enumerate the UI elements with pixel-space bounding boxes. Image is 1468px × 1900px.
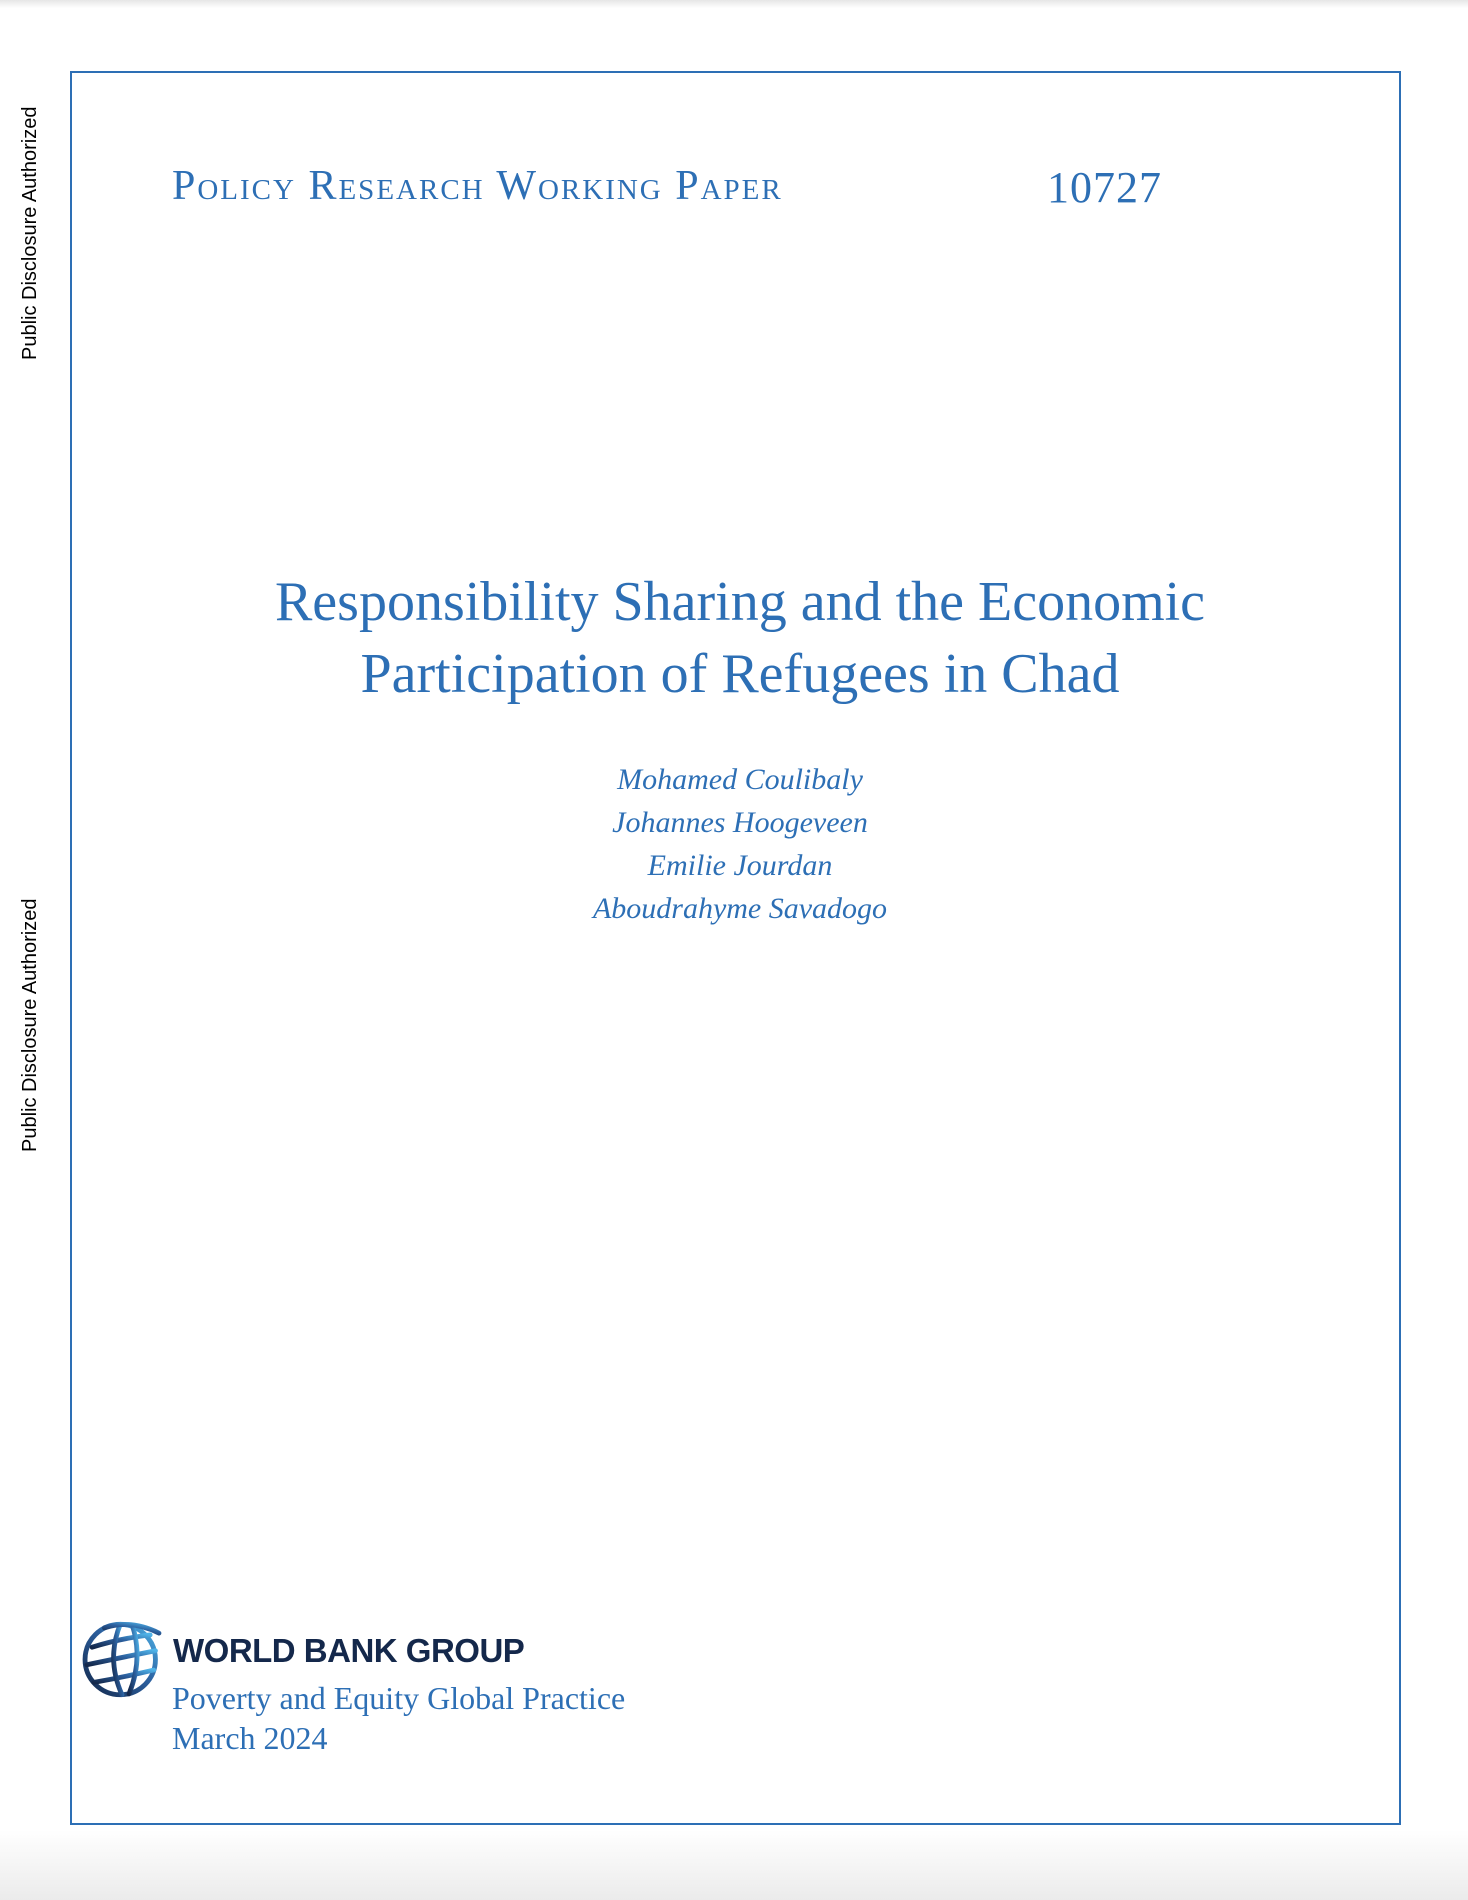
cover-border	[70, 71, 1401, 1825]
paper-title	[140, 566, 1340, 710]
disclosure-stamp-text: Public Disclosure Authorized	[19, 898, 41, 1152]
paper-title-line-2: Participation of Refugees in Chad	[360, 643, 1120, 705]
author-name: Emilie Jourdan	[647, 849, 833, 882]
author-name: Johannes Hoogeveen	[612, 806, 868, 839]
paper-title-line-1: Responsibility Sharing and the Economic	[274, 571, 1206, 633]
series-header	[172, 162, 1182, 222]
bottom-edge-shade	[0, 1830, 1468, 1900]
top-edge-shade	[0, 0, 1468, 8]
world-bank-globe-icon	[78, 1612, 166, 1700]
author-name: Mohamed Coulibaly	[617, 763, 863, 796]
disclosure-stamp-text: Public Disclosure Authorized	[19, 106, 41, 360]
series-name: Policy Research Working Paper	[172, 163, 783, 209]
author-list	[440, 758, 1040, 930]
paper-number: 10727	[1047, 163, 1162, 212]
author-name: Aboudrahyme Savadogo	[592, 892, 888, 925]
publication-date: March 2024	[172, 1720, 328, 1756]
global-practice: Poverty and Equity Global Practice	[172, 1680, 626, 1716]
organization-name: WORLD BANK GROUP	[173, 1632, 525, 1669]
